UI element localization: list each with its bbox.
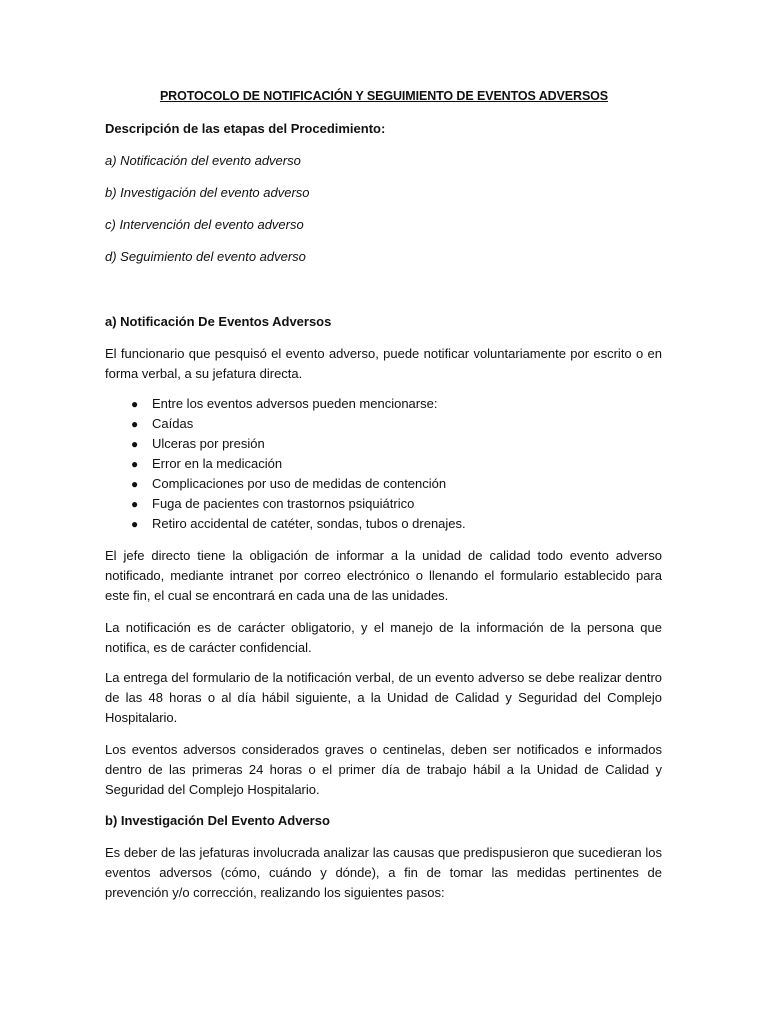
procedure-subtitle: Descripción de las etapas del Procedimiento:	[105, 121, 386, 136]
section-a-heading: a) Notificación De Eventos Adversos	[105, 314, 332, 329]
section-a-intro: El funcionario que pesquisó el evento adverso, puede notificar voluntariamente por escrito o en forma verbal, a su jefatura directa.	[105, 346, 662, 381]
list-item: ● Entre los eventos adversos pueden mencionarse:	[105, 394, 665, 414]
section-a-paragraph-1: El jefe directo tiene la obligación de informar a la unidad de calidad todo evento adverso notificado, mediante intranet por correo electrónico o llenando el formulario establecido para este fin, el cual se encontrará en cada una de las unidades.	[105, 548, 662, 603]
step-b: b) Investigación del evento adverso	[105, 185, 310, 200]
list-item: ● Retiro accidental de catéter, sondas, tubos o drenajes.	[105, 514, 665, 534]
list-item: ● Ulceras por presión	[105, 434, 665, 454]
bullet-icon: ●	[131, 397, 139, 411]
section-a-paragraph-2: La notificación es de carácter obligatorio, y el manejo de la información de la persona que notifica, es de carácter confidencial.	[105, 620, 662, 655]
list-item: ● Complicaciones por uso de medidas de contención	[105, 474, 665, 494]
bullet-icon: ●	[131, 417, 139, 431]
section-b-heading: b) Investigación Del Evento Adverso	[105, 813, 330, 828]
list-item: ● Caídas	[105, 414, 665, 434]
document-title: PROTOCOLO DE NOTIFICACIÓN Y SEGUIMIENTO DE EVENTOS ADVERSOS	[159, 89, 609, 103]
bullet-icon: ●	[131, 477, 139, 491]
bullet-icon: ●	[131, 517, 139, 531]
bullet-icon: ●	[131, 497, 139, 511]
step-d: d) Seguimiento del evento adverso	[105, 249, 306, 264]
section-b-paragraph-1: Es deber de las jefaturas involucrada analizar las causas que predispusieron que sucedieran los eventos adversos (cómo, cuándo y dónde), a fin de tomar las medidas pertinentes de prevención y/o corrección, realizando los siguientes pasos:	[105, 845, 662, 900]
step-a: a) Notificación del evento adverso	[105, 153, 301, 168]
list-item: ● Fuga de pacientes con trastornos psiquiátrico	[105, 494, 665, 514]
bullet-icon: ●	[131, 437, 139, 451]
step-c: c) Intervención del evento adverso	[105, 217, 304, 232]
section-a-paragraph-4: Los eventos adversos considerados graves o centinelas, deben ser notificados e informados dentro de las primeras 24 horas o el primer día de trabajo hábil a la Unidad de Calidad y Seguridad del Complejo Hospitalario.	[105, 742, 662, 797]
section-a-paragraph-3: La entrega del formulario de la notificación verbal, de un evento adverso se debe realizar dentro de las 48 horas o al día hábil siguiente, a la Unidad de Calidad y Seguridad del Complejo Hospitalario.	[105, 670, 662, 725]
bullet-icon: ●	[131, 457, 139, 471]
list-item: ● Error en la medicación	[105, 454, 665, 474]
adverse-events-list	[105, 394, 665, 534]
